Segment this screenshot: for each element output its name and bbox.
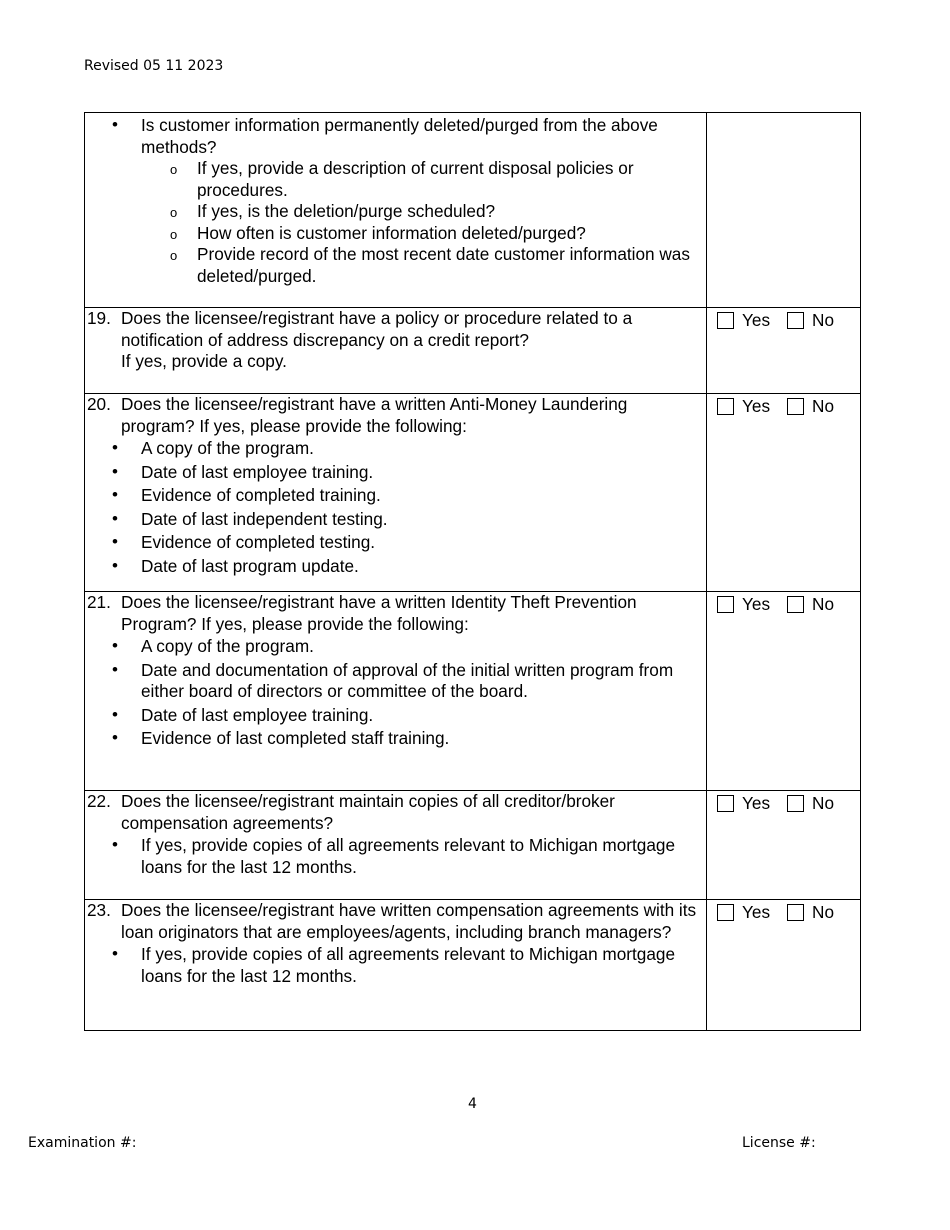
no-checkbox[interactable] (787, 310, 834, 332)
list-item: • If yes, provide copies of all agreements relevant to Michigan mortgage loans for the last 12 months. (141, 834, 698, 879)
checkbox-box[interactable] (787, 795, 804, 812)
list-item: • Evidence of completed training. (141, 484, 698, 508)
question-cell (85, 900, 707, 1031)
no-label: No (812, 594, 835, 614)
question-cell (85, 592, 707, 791)
question-text-note: If yes, provide a copy. (121, 351, 287, 371)
list-item (141, 114, 698, 288)
no-checkbox[interactable] (787, 594, 834, 616)
list-item: • Date and documentation of approval of the initial written program from either board of directors or committee of the board. (141, 659, 698, 704)
list-item: • Date of last employee training. (141, 704, 698, 728)
no-label: No (812, 902, 835, 922)
no-checkbox[interactable] (787, 793, 834, 815)
table-row (85, 394, 861, 592)
answer-cell (707, 791, 861, 900)
table-row (85, 900, 861, 1031)
question-text: Does the licensee/registrant have a policy or procedure related to a notification of address discrepancy on a credit report? (121, 308, 633, 350)
table-row (85, 791, 861, 900)
question-number: 21. (87, 592, 111, 612)
list-item: • Date of last employee training. (141, 461, 698, 485)
answer-cell (707, 394, 861, 592)
yes-label: Yes (742, 396, 771, 416)
question-number: 23. (87, 900, 111, 920)
yes-checkbox[interactable] (717, 310, 770, 332)
checkbox-box[interactable] (717, 795, 734, 812)
yes-label: Yes (742, 310, 771, 330)
answer-cell (707, 900, 861, 1031)
question-number: 20. (87, 394, 111, 414)
table-row (85, 113, 861, 308)
checkbox-box[interactable] (717, 398, 734, 415)
list-item: • Date of last independent testing. (141, 508, 698, 532)
yes-checkbox[interactable] (717, 396, 770, 418)
question-cell (85, 113, 707, 308)
yes-checkbox[interactable] (717, 793, 770, 815)
list-item: o If yes, provide a description of current disposal policies or procedures. (197, 158, 698, 201)
no-label: No (812, 310, 835, 330)
list-item: o Provide record of the most recent date customer information was deleted/purged. (197, 244, 698, 287)
list-item: • Evidence of last completed staff training. (141, 727, 698, 751)
table-row (85, 308, 861, 394)
checkbox-box[interactable] (787, 596, 804, 613)
yes-label: Yes (742, 594, 771, 614)
questionnaire-table (84, 112, 861, 1031)
yes-label: Yes (742, 793, 771, 813)
list-item: • A copy of the program. (141, 437, 698, 461)
yes-checkbox[interactable] (717, 902, 770, 924)
list-item: • If yes, provide copies of all agreements relevant to Michigan mortgage loans for the last 12 months. (141, 943, 698, 988)
checkbox-box[interactable] (787, 312, 804, 329)
license-label: License #: (742, 1135, 816, 1151)
table-row (85, 592, 861, 791)
question-cell (85, 394, 707, 592)
list-item: o How often is customer information deleted/purged? (197, 223, 698, 245)
question-text: Does the licensee/registrant maintain copies of all creditor/broker compensation agreements? (121, 791, 615, 833)
yes-label: Yes (742, 902, 771, 922)
answer-cell (707, 308, 861, 394)
bullet-text: Is customer information permanently deleted/purged from the above methods? (141, 115, 658, 157)
question-text: Does the licensee/registrant have written compensation agreements with its loan originators that are employees/agents, including branch managers? (121, 900, 697, 942)
answer-cell (707, 113, 861, 308)
examination-label: Examination #: (28, 1135, 137, 1151)
list-item: o If yes, is the deletion/purge scheduled? (197, 201, 698, 223)
list-item: • Evidence of completed testing. (141, 531, 698, 555)
revised-date: Revised 05 11 2023 (84, 58, 224, 74)
answer-cell (707, 592, 861, 791)
checkbox-box[interactable] (717, 904, 734, 921)
checkbox-box[interactable] (717, 312, 734, 329)
no-checkbox[interactable] (787, 902, 834, 924)
question-number: 22. (87, 791, 111, 811)
yes-checkbox[interactable] (717, 594, 770, 616)
no-label: No (812, 793, 835, 813)
no-label: No (812, 396, 835, 416)
page-number: 4 (468, 1096, 477, 1112)
no-checkbox[interactable] (787, 396, 834, 418)
list-item: • Date of last program update. (141, 555, 698, 579)
question-cell (85, 308, 707, 394)
checkbox-box[interactable] (787, 398, 804, 415)
checkbox-box[interactable] (717, 596, 734, 613)
question-text: Does the licensee/registrant have a written Identity Theft Prevention Program? If yes, please provide the following: (121, 592, 637, 634)
checkbox-box[interactable] (787, 904, 804, 921)
list-item: • A copy of the program. (141, 635, 698, 659)
question-number: 19. (87, 308, 111, 328)
question-cell (85, 791, 707, 900)
question-text: Does the licensee/registrant have a written Anti-Money Laundering program? If yes, please provide the following: (121, 394, 628, 436)
